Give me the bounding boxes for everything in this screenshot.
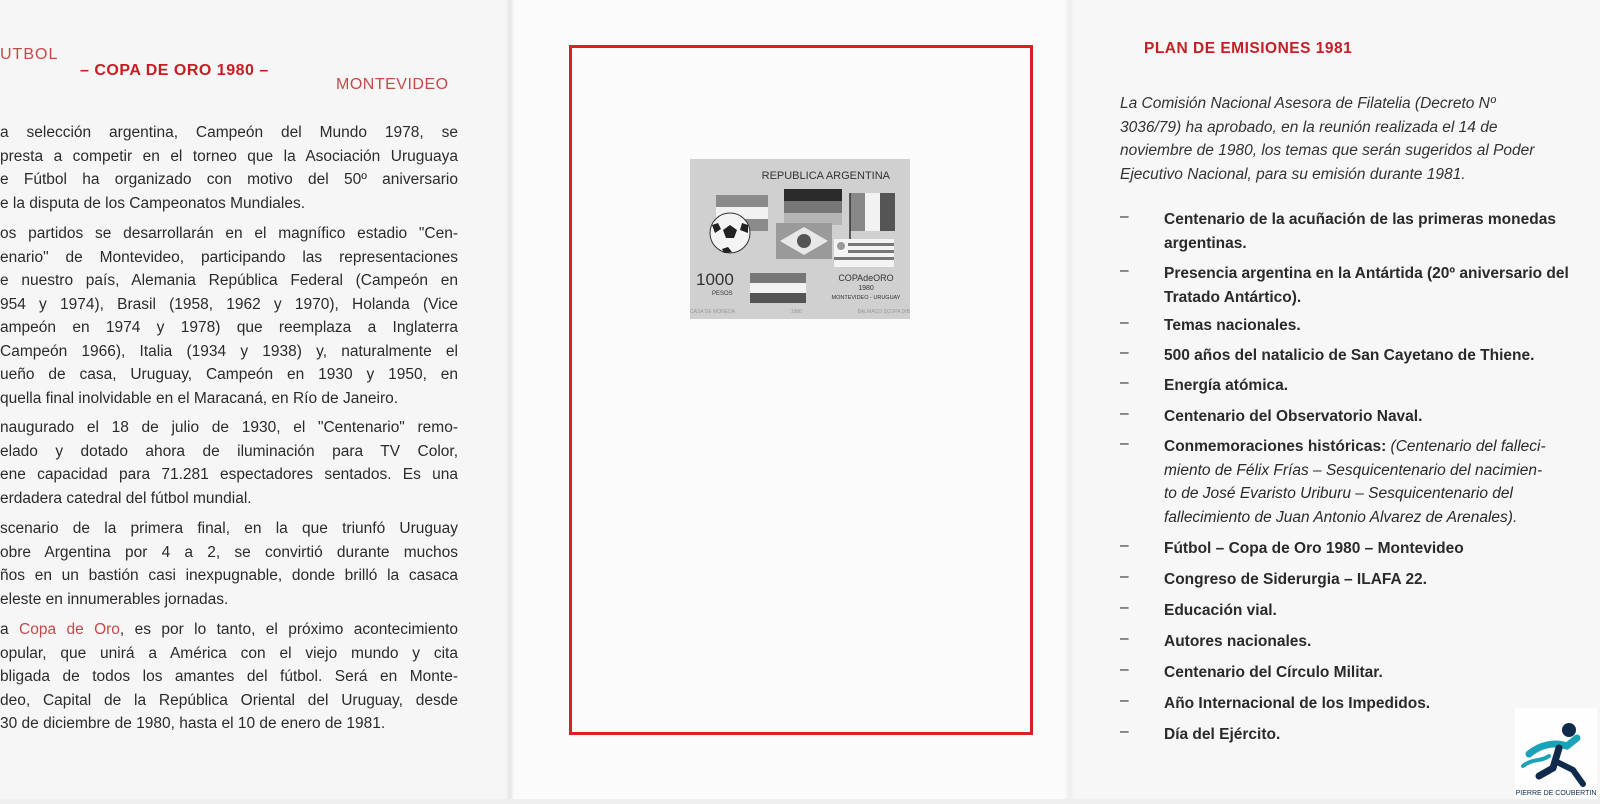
stamp-event-title: COPAdeORO [838, 273, 894, 283]
section-label-montevideo: MONTEVIDEO [336, 76, 449, 93]
text-line: e Fútbol ha organizado con motivo del 50º aniversario [0, 171, 458, 188]
flag-brazil-icon [776, 223, 832, 259]
text-line: Tratado Antártico). [1164, 288, 1302, 306]
text-line: Año Internacional de los Impedidos. [1164, 695, 1431, 712]
text-line: Congreso de Siderurgia – ILAFA 22. [1164, 571, 1427, 588]
paragraph-partidos [0, 222, 458, 410]
stamp-caption-mid: 1980 [790, 309, 802, 315]
text-line: argentinas. [1164, 234, 1247, 252]
text-line: scenario de la primera final, en la que triunfó Uruguay [0, 520, 458, 537]
text-line: Presencia argentina en la Antártida (20º aniversario del [1164, 265, 1569, 282]
text-line [1164, 435, 1600, 459]
text-line: obre Argentina por 4 a 2, se convirtió durante muchos [0, 543, 458, 561]
list-dash: – [1120, 344, 1129, 361]
stamp-country: REPUBLICA ARGENTINA [761, 170, 890, 182]
paragraph-seleccion [0, 121, 458, 215]
list-dash: – [1120, 374, 1129, 391]
paragraph-copa-de-oro [0, 618, 458, 736]
text-line: Educación vial. [1164, 602, 1277, 619]
text-line: eleste en innumerables jornadas. [0, 590, 229, 608]
plan-title: PLAN DE EMISIONES 1981 [1144, 40, 1353, 57]
flag-germany-icon [784, 189, 842, 225]
text-line: 30 de diciembre de 1980, hasta el 10 de enero de 1981. [0, 715, 386, 732]
flag-uruguay-icon [834, 239, 894, 267]
text-line: 500 años del natalicio de San Cayetano de Thiene. [1164, 347, 1535, 364]
text-line: Centenario del Observatorio Naval. [1164, 408, 1423, 425]
text-line: Temas nacionales. [1164, 317, 1301, 334]
list-dash: – [1120, 568, 1129, 585]
text-line [0, 618, 458, 642]
text-line: a selección argentina, Campeón del Mundo 1978, se [0, 124, 458, 141]
flag-netherlands-icon [750, 273, 806, 303]
text-line: 954 y 1974), Brasil (1958, 1962 y 1970), Holanda (Vice [0, 295, 458, 313]
stamp-caption-right: BALMACO SCOPA DIB [857, 309, 910, 315]
text-line: bligada de todos los amantes del fútbol. Será en Monte- [0, 668, 458, 685]
stamp-caption-left: CASA DE MONEDA [690, 309, 736, 315]
list-dash: – [1120, 537, 1129, 554]
list-dash: – [1120, 208, 1129, 225]
text-line: presta a competir en el torneo que la Asociación Uruguaya [0, 147, 458, 165]
list-dash: – [1120, 262, 1129, 279]
logo-text: PIERRE DE COUBERTIN [1515, 790, 1597, 797]
text-line: e nuestro país, Alemania República Federal (Campeón en [0, 272, 458, 289]
text-line: deo, Capital de la República Oriental del Uruguay, desde [0, 691, 458, 709]
text-line: La Comisión Nacional Asesora de Filatelia (Decreto Nº [1120, 95, 1496, 112]
text-line: os partidos se desarrollarán en el magnífico estadio "Cen- [0, 225, 458, 242]
runner-logo-icon [1509, 708, 1600, 799]
stamp-event-place: MONTEVIDEO - URUGUAY [831, 295, 901, 301]
stamp-image [690, 159, 910, 319]
list-dash: – [1120, 692, 1129, 709]
paragraph-inaugurado [0, 416, 458, 510]
text-line: ene capacidad para 71.281 espectadores sentados. Es una [0, 466, 458, 483]
list-dash: – [1120, 723, 1129, 740]
text-line: ños en un bastión casi inexpugnable, donde brilló la casaca [0, 567, 458, 584]
item-italic-text: (Centenario del falleci- [1386, 438, 1546, 455]
paragraph-escenario [0, 517, 458, 611]
text-line: 3036/79) ha aprobado, en la reunión realizada el 14 de [1120, 118, 1498, 136]
list-dash: – [1120, 435, 1129, 452]
coubertin-logo [1509, 708, 1600, 799]
text-line: Ejecutivo Nacional, para su emisión durante 1981. [1120, 165, 1466, 183]
stamp-currency: PESOS [712, 291, 733, 297]
list-dash: – [1120, 405, 1129, 422]
text-line: miento de Félix Frías – Sesquicentenario del nacimien- [1164, 461, 1543, 479]
text-line: Centenario del Círculo Militar. [1164, 664, 1383, 681]
text-line: enario" de Montevideo, participando las representaciones [0, 248, 458, 266]
text-fragment: a [0, 621, 20, 638]
list-dash: – [1120, 630, 1129, 647]
text-line: Día del Ejército. [1164, 726, 1281, 743]
list-dash: – [1120, 314, 1129, 331]
text-line: quella final inolvidable en el Maracaná, en Río de Janeiro. [0, 389, 399, 407]
stamp-value: 1000 [696, 270, 734, 289]
text-line: ampeón en 1974 y 1978) que reemplaza a Inglaterra [0, 319, 458, 336]
plan-intro [1120, 92, 1600, 186]
text-line: fallecimiento de Juan Antonio Alvarez de Arenales). [1164, 508, 1518, 526]
list-dash: – [1120, 599, 1129, 616]
text-line: Campeón 1966), Italia (1934 y 1938) y, naturalmente el [0, 342, 458, 360]
text-line: Autores nacionales. [1164, 633, 1312, 650]
item-bold-label: Conmemoraciones históricas: [1164, 438, 1387, 455]
copa-de-oro-highlight: Copa de Oro [19, 621, 120, 638]
text-line: Centenario de la acuñación de las primeras monedas [1164, 211, 1556, 228]
text-fragment: , es por lo tanto, el próximo acontecimiento [119, 621, 458, 638]
text-line: to de José Evaristo Uriburu – Sesquicentenario del [1164, 485, 1513, 502]
text-line: ueño de casa, Uruguay, Campeón en 1930 y 1950, en [0, 366, 458, 383]
football-icon [710, 213, 750, 253]
text-line: Fútbol – Copa de Oro 1980 – Montevideo [1164, 540, 1464, 557]
text-line: e la disputa de los Campeonatos Mundiales. [0, 194, 306, 212]
text-line: erdadera catedral del fútbol mundial. [0, 489, 252, 507]
stamp-event-year: 1980 [858, 285, 874, 292]
list-dash: – [1120, 661, 1129, 678]
section-label-futbol: UTBOL [0, 46, 59, 63]
section-title-copa-de-oro: – COPA DE ORO 1980 – [80, 62, 269, 79]
text-line: noviembre de 1980, los temas que serán sugeridos al Poder [1120, 142, 1535, 159]
text-line: elado y dotado ahora de iluminación para TV Color, [0, 442, 458, 460]
stamp-caption [690, 309, 910, 315]
text-line: Energía atómica. [1164, 377, 1289, 394]
text-line: opular, que unirá a América con el viejo mundo y cita [0, 644, 458, 662]
text-line: naugurado el 18 de julio de 1930, el "Centenario" remo- [0, 419, 458, 436]
fold-line [1064, 0, 1074, 799]
fold-line [505, 0, 515, 799]
stamp-frame [569, 45, 1033, 735]
stamp-artwork [690, 159, 910, 309]
